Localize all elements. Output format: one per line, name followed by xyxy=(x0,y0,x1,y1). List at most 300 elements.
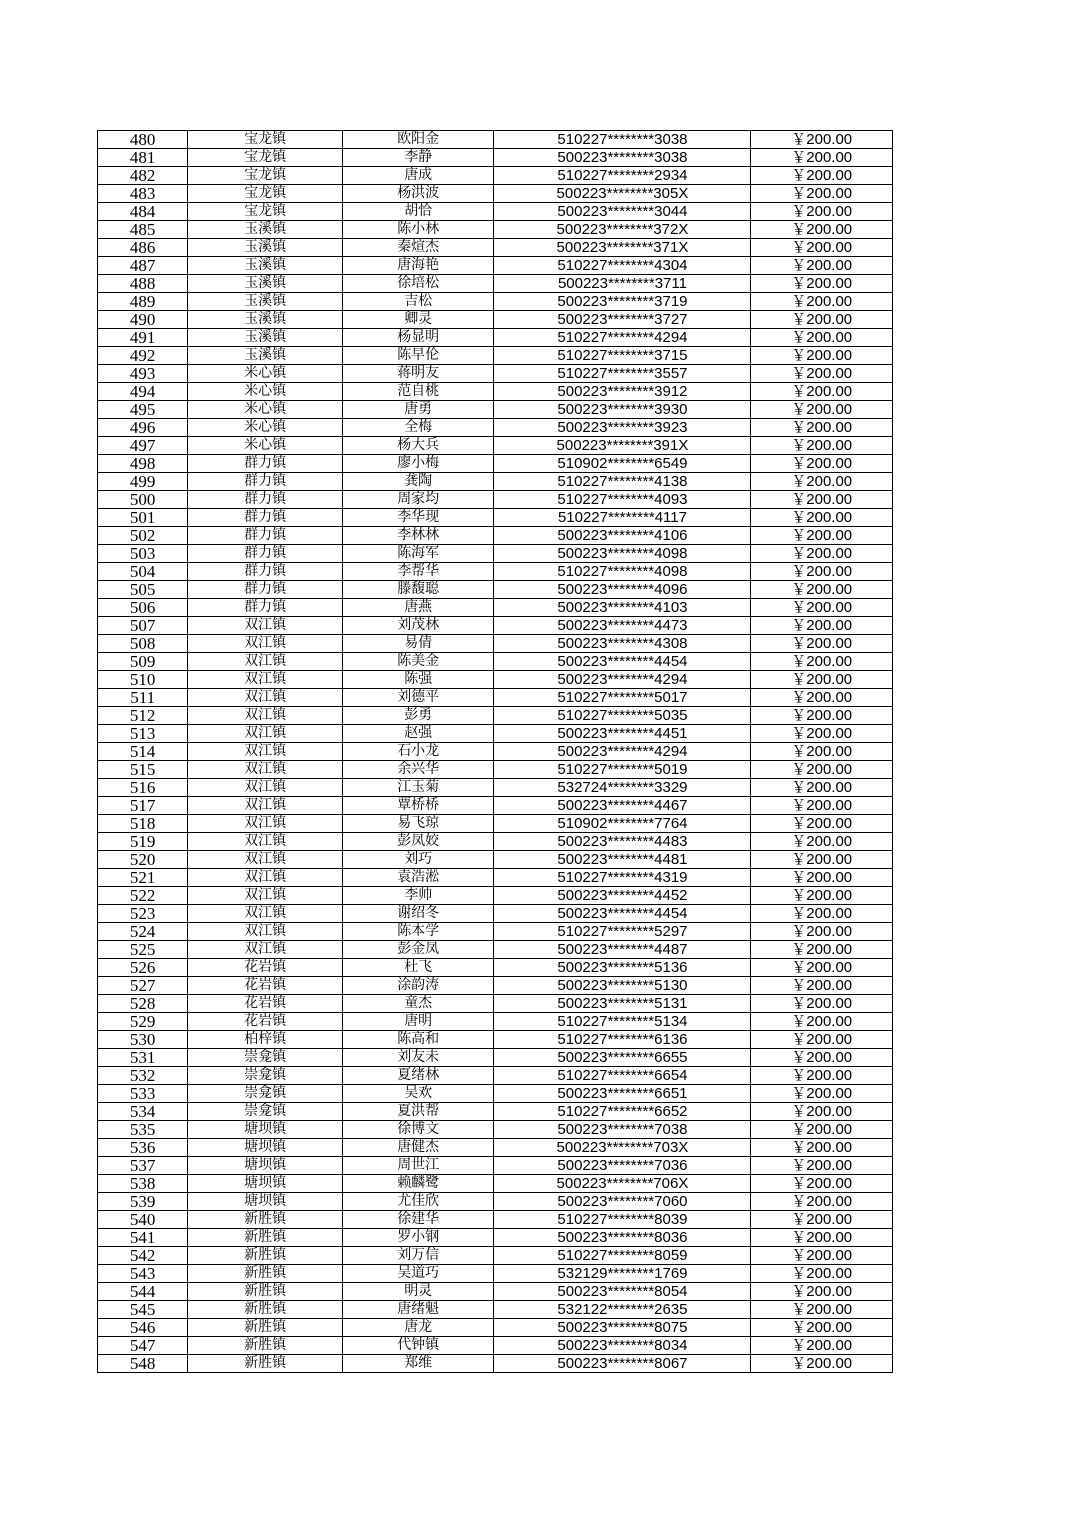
table-row xyxy=(98,185,893,203)
id-number-cell: 510227********2934 xyxy=(494,167,751,185)
row-number: 488 xyxy=(98,275,188,293)
town-cell: 新胜镇 xyxy=(188,1301,343,1319)
row-number: 493 xyxy=(98,365,188,383)
name-cell: 唐勇 xyxy=(342,401,494,419)
amount-cell: ￥200.00 xyxy=(751,221,893,239)
name-cell: 易倩 xyxy=(342,635,494,653)
name-cell: 欧阳金 xyxy=(342,131,494,149)
amount-cell: ￥200.00 xyxy=(751,815,893,833)
town-cell: 新胜镇 xyxy=(188,1265,343,1283)
name-cell: 余兴华 xyxy=(342,761,494,779)
amount-cell: ￥200.00 xyxy=(751,887,893,905)
name-cell: 全梅 xyxy=(342,419,494,437)
town-cell: 双江镇 xyxy=(188,941,343,959)
amount-cell: ￥200.00 xyxy=(751,833,893,851)
id-number-cell: 500223********3044 xyxy=(494,203,751,221)
amount-cell: ￥200.00 xyxy=(751,671,893,689)
amount-cell: ￥200.00 xyxy=(751,383,893,401)
name-cell: 夏洪帮 xyxy=(342,1103,494,1121)
id-number-cell: 510227********5019 xyxy=(494,761,751,779)
table-row xyxy=(98,545,893,563)
table-row xyxy=(98,257,893,275)
id-number-cell: 500223********4451 xyxy=(494,725,751,743)
amount-cell: ￥200.00 xyxy=(751,257,893,275)
table-row xyxy=(98,1157,893,1175)
row-number: 483 xyxy=(98,185,188,203)
table-row xyxy=(98,1355,893,1373)
name-cell: 陈强 xyxy=(342,671,494,689)
amount-cell: ￥200.00 xyxy=(751,1337,893,1355)
town-cell: 新胜镇 xyxy=(188,1283,343,1301)
table-row xyxy=(98,905,893,923)
row-number: 523 xyxy=(98,905,188,923)
row-number: 494 xyxy=(98,383,188,401)
row-number: 522 xyxy=(98,887,188,905)
row-number: 486 xyxy=(98,239,188,257)
row-number: 537 xyxy=(98,1157,188,1175)
name-cell: 杨显明 xyxy=(342,329,494,347)
name-cell: 滕馥聪 xyxy=(342,581,494,599)
name-cell: 代钟镇 xyxy=(342,1337,494,1355)
id-number-cell: 500223********372X xyxy=(494,221,751,239)
name-cell: 夏绪林 xyxy=(342,1067,494,1085)
table-row xyxy=(98,239,893,257)
table-row xyxy=(98,1049,893,1067)
id-number-cell: 500223********3038 xyxy=(494,149,751,167)
row-number: 504 xyxy=(98,563,188,581)
amount-cell: ￥200.00 xyxy=(751,1013,893,1031)
town-cell: 花岩镇 xyxy=(188,1013,343,1031)
table-row xyxy=(98,599,893,617)
table-row xyxy=(98,743,893,761)
row-number: 502 xyxy=(98,527,188,545)
row-number: 513 xyxy=(98,725,188,743)
row-number: 485 xyxy=(98,221,188,239)
table-row xyxy=(98,815,893,833)
town-cell: 群力镇 xyxy=(188,473,343,491)
id-number-cell: 500223********4481 xyxy=(494,851,751,869)
table-row xyxy=(98,311,893,329)
town-cell: 崇龛镇 xyxy=(188,1067,343,1085)
name-cell: 龚陶 xyxy=(342,473,494,491)
table-row xyxy=(98,1067,893,1085)
id-number-cell: 500223********5136 xyxy=(494,959,751,977)
id-number-cell: 500223********4452 xyxy=(494,887,751,905)
name-cell: 李帮华 xyxy=(342,563,494,581)
row-number: 529 xyxy=(98,1013,188,1031)
amount-cell: ￥200.00 xyxy=(751,563,893,581)
row-number: 542 xyxy=(98,1247,188,1265)
row-number: 503 xyxy=(98,545,188,563)
id-number-cell: 500223********7060 xyxy=(494,1193,751,1211)
row-number: 541 xyxy=(98,1229,188,1247)
id-number-cell: 500223********3727 xyxy=(494,311,751,329)
name-cell: 郑维 xyxy=(342,1355,494,1373)
table-row xyxy=(98,581,893,599)
town-cell: 群力镇 xyxy=(188,545,343,563)
town-cell: 塘坝镇 xyxy=(188,1193,343,1211)
town-cell: 双江镇 xyxy=(188,635,343,653)
row-number: 492 xyxy=(98,347,188,365)
row-number: 546 xyxy=(98,1319,188,1337)
town-cell: 群力镇 xyxy=(188,491,343,509)
name-cell: 范自桃 xyxy=(342,383,494,401)
town-cell: 宝龙镇 xyxy=(188,185,343,203)
row-number: 514 xyxy=(98,743,188,761)
table-row xyxy=(98,563,893,581)
table-row xyxy=(98,131,893,149)
town-cell: 双江镇 xyxy=(188,833,343,851)
town-cell: 宝龙镇 xyxy=(188,167,343,185)
table-row xyxy=(98,617,893,635)
id-number-cell: 500223********4294 xyxy=(494,743,751,761)
amount-cell: ￥200.00 xyxy=(751,203,893,221)
row-number: 527 xyxy=(98,977,188,995)
town-cell: 双江镇 xyxy=(188,869,343,887)
name-cell: 唐健杰 xyxy=(342,1139,494,1157)
town-cell: 群力镇 xyxy=(188,599,343,617)
row-number: 480 xyxy=(98,131,188,149)
name-cell: 易飞琼 xyxy=(342,815,494,833)
amount-cell: ￥200.00 xyxy=(751,1049,893,1067)
name-cell: 陈美金 xyxy=(342,653,494,671)
amount-cell: ￥200.00 xyxy=(751,1139,893,1157)
name-cell: 李帅 xyxy=(342,887,494,905)
amount-cell: ￥200.00 xyxy=(751,977,893,995)
table-row xyxy=(98,923,893,941)
row-number: 528 xyxy=(98,995,188,1013)
table-row xyxy=(98,1139,893,1157)
id-number-cell: 532122********2635 xyxy=(494,1301,751,1319)
id-number-cell: 500223********8034 xyxy=(494,1337,751,1355)
row-number: 500 xyxy=(98,491,188,509)
name-cell: 秦煊杰 xyxy=(342,239,494,257)
row-number: 545 xyxy=(98,1301,188,1319)
id-number-cell: 500223********371X xyxy=(494,239,751,257)
amount-cell: ￥200.00 xyxy=(751,419,893,437)
id-number-cell: 500223********4096 xyxy=(494,581,751,599)
name-cell: 李静 xyxy=(342,149,494,167)
payment-table xyxy=(97,130,893,1373)
id-number-cell: 500223********3719 xyxy=(494,293,751,311)
id-number-cell: 500223********4103 xyxy=(494,599,751,617)
id-number-cell: 500223********305X xyxy=(494,185,751,203)
town-cell: 双江镇 xyxy=(188,815,343,833)
id-number-cell: 500223********4454 xyxy=(494,905,751,923)
row-number: 544 xyxy=(98,1283,188,1301)
id-number-cell: 510227********6652 xyxy=(494,1103,751,1121)
row-number: 499 xyxy=(98,473,188,491)
amount-cell: ￥200.00 xyxy=(751,923,893,941)
row-number: 506 xyxy=(98,599,188,617)
id-number-cell: 500223********5131 xyxy=(494,995,751,1013)
town-cell: 群力镇 xyxy=(188,581,343,599)
amount-cell: ￥200.00 xyxy=(751,1301,893,1319)
town-cell: 群力镇 xyxy=(188,563,343,581)
town-cell: 花岩镇 xyxy=(188,959,343,977)
id-number-cell: 510227********4319 xyxy=(494,869,751,887)
town-cell: 塘坝镇 xyxy=(188,1175,343,1193)
id-number-cell: 510227********4098 xyxy=(494,563,751,581)
id-number-cell: 510227********4093 xyxy=(494,491,751,509)
town-cell: 双江镇 xyxy=(188,689,343,707)
name-cell: 李林林 xyxy=(342,527,494,545)
id-number-cell: 500223********703X xyxy=(494,1139,751,1157)
town-cell: 新胜镇 xyxy=(188,1211,343,1229)
town-cell: 玉溪镇 xyxy=(188,329,343,347)
table-row xyxy=(98,491,893,509)
amount-cell: ￥200.00 xyxy=(751,185,893,203)
name-cell: 唐绪魁 xyxy=(342,1301,494,1319)
name-cell: 杜飞 xyxy=(342,959,494,977)
amount-cell: ￥200.00 xyxy=(751,779,893,797)
name-cell: 江玉菊 xyxy=(342,779,494,797)
row-number: 540 xyxy=(98,1211,188,1229)
amount-cell: ￥200.00 xyxy=(751,581,893,599)
town-cell: 双江镇 xyxy=(188,761,343,779)
id-number-cell: 500223********4106 xyxy=(494,527,751,545)
table-row xyxy=(98,941,893,959)
name-cell: 唐燕 xyxy=(342,599,494,617)
town-cell: 双江镇 xyxy=(188,851,343,869)
name-cell: 李华现 xyxy=(342,509,494,527)
table-row xyxy=(98,797,893,815)
name-cell: 卿灵 xyxy=(342,311,494,329)
name-cell: 徐博文 xyxy=(342,1121,494,1139)
table-row xyxy=(98,527,893,545)
town-cell: 玉溪镇 xyxy=(188,257,343,275)
row-number: 510 xyxy=(98,671,188,689)
amount-cell: ￥200.00 xyxy=(751,1265,893,1283)
amount-cell: ￥200.00 xyxy=(751,1319,893,1337)
table-row xyxy=(98,779,893,797)
id-number-cell: 510227********4294 xyxy=(494,329,751,347)
row-number: 526 xyxy=(98,959,188,977)
name-cell: 赖麟鹭 xyxy=(342,1175,494,1193)
town-cell: 新胜镇 xyxy=(188,1319,343,1337)
id-number-cell: 500223********391X xyxy=(494,437,751,455)
row-number: 484 xyxy=(98,203,188,221)
name-cell: 刘茂林 xyxy=(342,617,494,635)
town-cell: 新胜镇 xyxy=(188,1355,343,1373)
town-cell: 花岩镇 xyxy=(188,995,343,1013)
id-number-cell: 510227********6654 xyxy=(494,1067,751,1085)
town-cell: 柏梓镇 xyxy=(188,1031,343,1049)
id-number-cell: 500223********3923 xyxy=(494,419,751,437)
amount-cell: ￥200.00 xyxy=(751,635,893,653)
row-number: 497 xyxy=(98,437,188,455)
id-number-cell: 500223********3930 xyxy=(494,401,751,419)
name-cell: 陈早伦 xyxy=(342,347,494,365)
row-number: 507 xyxy=(98,617,188,635)
table-row xyxy=(98,1319,893,1337)
table-row xyxy=(98,995,893,1013)
row-number: 532 xyxy=(98,1067,188,1085)
town-cell: 塘坝镇 xyxy=(188,1157,343,1175)
amount-cell: ￥200.00 xyxy=(751,1193,893,1211)
id-number-cell: 510227********3557 xyxy=(494,365,751,383)
table-row xyxy=(98,1247,893,1265)
town-cell: 群力镇 xyxy=(188,527,343,545)
name-cell: 杨大兵 xyxy=(342,437,494,455)
id-number-cell: 500223********4473 xyxy=(494,617,751,635)
town-cell: 双江镇 xyxy=(188,797,343,815)
table-row xyxy=(98,1121,893,1139)
id-number-cell: 532129********1769 xyxy=(494,1265,751,1283)
name-cell: 吴欢 xyxy=(342,1085,494,1103)
row-number: 481 xyxy=(98,149,188,167)
table-row xyxy=(98,869,893,887)
table-row xyxy=(98,1013,893,1031)
name-cell: 袁浩淞 xyxy=(342,869,494,887)
table-row xyxy=(98,1031,893,1049)
name-cell: 刘德平 xyxy=(342,689,494,707)
amount-cell: ￥200.00 xyxy=(751,1247,893,1265)
town-cell: 花岩镇 xyxy=(188,977,343,995)
table-row xyxy=(98,203,893,221)
row-number: 539 xyxy=(98,1193,188,1211)
amount-cell: ￥200.00 xyxy=(751,149,893,167)
town-cell: 米心镇 xyxy=(188,383,343,401)
table-row xyxy=(98,653,893,671)
town-cell: 米心镇 xyxy=(188,419,343,437)
amount-cell: ￥200.00 xyxy=(751,1211,893,1229)
id-number-cell: 510227********4304 xyxy=(494,257,751,275)
amount-cell: ￥200.00 xyxy=(751,1085,893,1103)
name-cell: 刘友未 xyxy=(342,1049,494,1067)
town-cell: 米心镇 xyxy=(188,365,343,383)
table-row xyxy=(98,959,893,977)
id-number-cell: 500223********4483 xyxy=(494,833,751,851)
town-cell: 玉溪镇 xyxy=(188,239,343,257)
row-number: 543 xyxy=(98,1265,188,1283)
name-cell: 涂韵涛 xyxy=(342,977,494,995)
row-number: 525 xyxy=(98,941,188,959)
row-number: 509 xyxy=(98,653,188,671)
amount-cell: ￥200.00 xyxy=(751,329,893,347)
town-cell: 新胜镇 xyxy=(188,1247,343,1265)
town-cell: 双江镇 xyxy=(188,617,343,635)
town-cell: 宝龙镇 xyxy=(188,203,343,221)
id-number-cell: 500223********706X xyxy=(494,1175,751,1193)
name-cell: 罗小钢 xyxy=(342,1229,494,1247)
row-number: 536 xyxy=(98,1139,188,1157)
name-cell: 吉松 xyxy=(342,293,494,311)
row-number: 534 xyxy=(98,1103,188,1121)
row-number: 495 xyxy=(98,401,188,419)
town-cell: 新胜镇 xyxy=(188,1229,343,1247)
amount-cell: ￥200.00 xyxy=(751,1031,893,1049)
row-number: 491 xyxy=(98,329,188,347)
town-cell: 崇龛镇 xyxy=(188,1085,343,1103)
name-cell: 石小龙 xyxy=(342,743,494,761)
town-cell: 塘坝镇 xyxy=(188,1121,343,1139)
id-number-cell: 500223********6651 xyxy=(494,1085,751,1103)
id-number-cell: 510227********4117 xyxy=(494,509,751,527)
amount-cell: ￥200.00 xyxy=(751,491,893,509)
amount-cell: ￥200.00 xyxy=(751,689,893,707)
id-number-cell: 500223********4487 xyxy=(494,941,751,959)
name-cell: 胡恰 xyxy=(342,203,494,221)
row-number: 487 xyxy=(98,257,188,275)
name-cell: 彭凤姣 xyxy=(342,833,494,851)
name-cell: 周家均 xyxy=(342,491,494,509)
table-row xyxy=(98,473,893,491)
row-number: 535 xyxy=(98,1121,188,1139)
amount-cell: ￥200.00 xyxy=(751,653,893,671)
table-row xyxy=(98,1283,893,1301)
amount-cell: ￥200.00 xyxy=(751,1121,893,1139)
id-number-cell: 510227********6136 xyxy=(494,1031,751,1049)
row-number: 511 xyxy=(98,689,188,707)
table-row xyxy=(98,365,893,383)
table-row xyxy=(98,149,893,167)
name-cell: 刘巧 xyxy=(342,851,494,869)
amount-cell: ￥200.00 xyxy=(751,167,893,185)
town-cell: 群力镇 xyxy=(188,509,343,527)
name-cell: 陈高和 xyxy=(342,1031,494,1049)
table-row xyxy=(98,977,893,995)
name-cell: 唐成 xyxy=(342,167,494,185)
name-cell: 廖小梅 xyxy=(342,455,494,473)
table-row xyxy=(98,383,893,401)
table-row xyxy=(98,761,893,779)
town-cell: 塘坝镇 xyxy=(188,1139,343,1157)
row-number: 533 xyxy=(98,1085,188,1103)
amount-cell: ￥200.00 xyxy=(751,401,893,419)
row-number: 521 xyxy=(98,869,188,887)
amount-cell: ￥200.00 xyxy=(751,1157,893,1175)
row-number: 501 xyxy=(98,509,188,527)
amount-cell: ￥200.00 xyxy=(751,527,893,545)
id-number-cell: 500223********7036 xyxy=(494,1157,751,1175)
town-cell: 宝龙镇 xyxy=(188,131,343,149)
row-number: 524 xyxy=(98,923,188,941)
name-cell: 陈海军 xyxy=(342,545,494,563)
town-cell: 双江镇 xyxy=(188,653,343,671)
town-cell: 宝龙镇 xyxy=(188,149,343,167)
name-cell: 吴道巧 xyxy=(342,1265,494,1283)
id-number-cell: 510902********6549 xyxy=(494,455,751,473)
name-cell: 周世江 xyxy=(342,1157,494,1175)
table-row xyxy=(98,437,893,455)
row-number: 508 xyxy=(98,635,188,653)
amount-cell: ￥200.00 xyxy=(751,869,893,887)
table-row xyxy=(98,671,893,689)
amount-cell: ￥200.00 xyxy=(751,725,893,743)
town-cell: 玉溪镇 xyxy=(188,275,343,293)
amount-cell: ￥200.00 xyxy=(751,293,893,311)
table-row xyxy=(98,419,893,437)
row-number: 516 xyxy=(98,779,188,797)
id-number-cell: 532724********3329 xyxy=(494,779,751,797)
table-row xyxy=(98,1337,893,1355)
table-row xyxy=(98,221,893,239)
town-cell: 双江镇 xyxy=(188,671,343,689)
town-cell: 米心镇 xyxy=(188,437,343,455)
town-cell: 双江镇 xyxy=(188,779,343,797)
id-number-cell: 510227********5017 xyxy=(494,689,751,707)
id-number-cell: 500223********8036 xyxy=(494,1229,751,1247)
id-number-cell: 500223********4467 xyxy=(494,797,751,815)
name-cell: 唐明 xyxy=(342,1013,494,1031)
id-number-cell: 510227********8039 xyxy=(494,1211,751,1229)
id-number-cell: 510227********5297 xyxy=(494,923,751,941)
name-cell: 彭勇 xyxy=(342,707,494,725)
row-number: 489 xyxy=(98,293,188,311)
row-number: 498 xyxy=(98,455,188,473)
name-cell: 徐培松 xyxy=(342,275,494,293)
